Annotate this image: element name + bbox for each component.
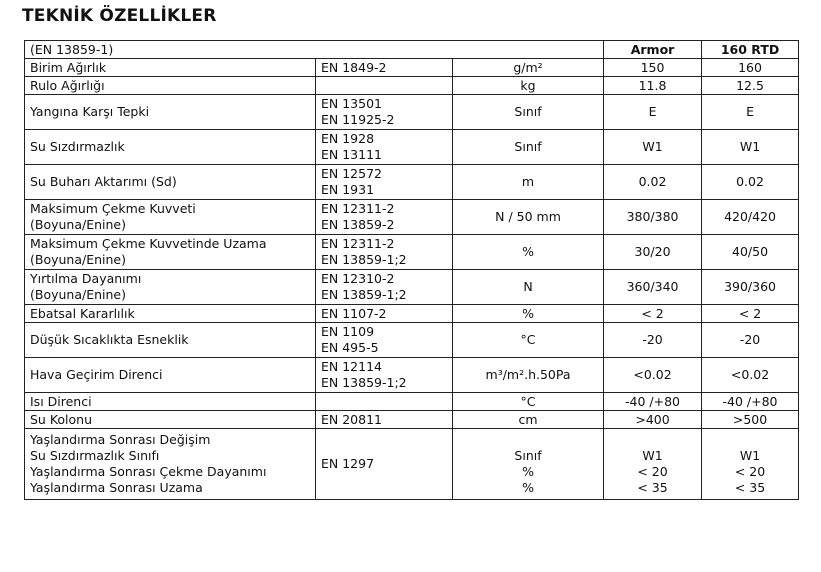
property-line: Hava Geçirim Direnci xyxy=(30,367,163,382)
rtd-value-cell xyxy=(702,200,799,235)
unit-line: Sınıf xyxy=(514,104,542,119)
armor-value-line: < 35 xyxy=(637,480,668,495)
table-row xyxy=(25,95,799,130)
table-row xyxy=(25,59,799,77)
unit-line: Sınıf xyxy=(514,448,542,463)
standard-cell xyxy=(316,165,453,200)
rtd-value-line: < 2 xyxy=(738,305,762,321)
property-line: Maksimum Çekme Kuvvetinde Uzama xyxy=(30,236,267,251)
rtd-value-line: 12.5 xyxy=(736,77,764,93)
rtd-value-line: 0.02 xyxy=(736,174,764,189)
unit-cell xyxy=(453,59,604,77)
unit-line: m³/m².h.50Pa xyxy=(485,367,571,382)
standard-line: EN 13859-1;2 xyxy=(321,375,407,390)
property-line: Yırtılma Dayanımı xyxy=(30,271,142,286)
unit-cell xyxy=(453,200,604,235)
header-160rtd: 160 RTD xyxy=(702,41,799,59)
property-line: Isı Direnci xyxy=(30,393,92,409)
armor-value-line: 0.02 xyxy=(638,174,667,189)
unit-cell xyxy=(453,95,604,130)
unit-cell xyxy=(453,130,604,165)
rtd-value-line: < 20 xyxy=(734,464,766,479)
rtd-value-line: 160 xyxy=(738,59,762,75)
table-row xyxy=(25,411,799,429)
standard-line: EN 13859-2 xyxy=(321,217,395,232)
standard-line: EN 1109 xyxy=(321,324,375,339)
standard-line: EN 12311-2 xyxy=(321,201,395,216)
armor-value-cell xyxy=(604,130,702,165)
armor-value-cell xyxy=(604,59,702,77)
standard-line: EN 12310-2 xyxy=(321,271,395,286)
unit-cell xyxy=(453,393,604,411)
rtd-value-cell xyxy=(702,393,799,411)
property-line: (Boyuna/Enine) xyxy=(30,252,126,267)
rtd-value-line: <0.02 xyxy=(730,367,770,382)
rtd-value-line: 390/360 xyxy=(724,279,776,294)
property-line: Su Sızdırmazlık xyxy=(30,139,125,154)
armor-value-line: W1 xyxy=(642,139,663,154)
property-line: Su Kolonu xyxy=(30,411,93,427)
rtd-value-line: W1 xyxy=(739,448,761,463)
standard-cell xyxy=(316,235,453,270)
rtd-value-cell xyxy=(702,130,799,165)
standard-line xyxy=(321,394,447,410)
rtd-value-line: -40 /+80 xyxy=(722,393,778,409)
standard-line: EN 13859-1;2 xyxy=(321,287,407,302)
unit-line: kg xyxy=(520,77,536,93)
armor-value-cell xyxy=(604,270,702,305)
unit-line: % xyxy=(522,480,534,495)
spec-table-body xyxy=(25,41,799,500)
armor-value-line: 360/340 xyxy=(626,279,679,294)
table-row xyxy=(25,77,799,95)
armor-value-cell xyxy=(604,77,702,95)
unit-line: °C xyxy=(520,393,536,409)
armor-value-cell xyxy=(604,358,702,393)
standard-cell xyxy=(316,77,453,95)
armor-value-line: E xyxy=(648,104,657,119)
property-line: Maksimum Çekme Kuvveti xyxy=(30,201,196,216)
unit-line: % xyxy=(522,244,534,259)
armor-value-line: 30/20 xyxy=(634,244,671,259)
unit-line: °C xyxy=(520,332,536,347)
standard-cell xyxy=(316,323,453,358)
standard-line: EN 12114 xyxy=(321,359,382,374)
property-cell xyxy=(25,95,316,130)
property-cell xyxy=(25,270,316,305)
unit-cell xyxy=(453,235,604,270)
standard-line: EN 12572 xyxy=(321,166,382,181)
armor-value-cell xyxy=(604,95,702,130)
armor-value-cell xyxy=(604,200,702,235)
property-line: Yaşlandırma Sonrası Uzama xyxy=(30,480,203,495)
spec-table xyxy=(24,40,799,500)
rtd-value-line: 420/420 xyxy=(724,209,776,224)
table-row xyxy=(25,305,799,323)
property-line: Rulo Ağırlığı xyxy=(30,77,105,93)
table-row xyxy=(25,165,799,200)
unit-line: m xyxy=(521,174,535,189)
property-line: (Boyuna/Enine) xyxy=(30,217,126,232)
unit-cell xyxy=(453,429,604,500)
standard-line: EN 11925-2 xyxy=(321,112,395,127)
armor-value-line xyxy=(609,432,696,448)
standard-line: EN 1297 xyxy=(321,456,375,471)
armor-value-line: 380/380 xyxy=(626,209,679,224)
standard-line xyxy=(321,78,447,94)
standard-cell xyxy=(316,59,453,77)
standard-cell xyxy=(316,411,453,429)
property-line: Ebatsal Kararlılık xyxy=(30,305,135,321)
armor-value-line: 11.8 xyxy=(638,77,667,93)
rtd-value-line: E xyxy=(746,104,754,119)
standard-line: EN 13111 xyxy=(321,147,382,162)
rtd-value-cell xyxy=(702,305,799,323)
standard-cell xyxy=(316,393,453,411)
armor-value-cell xyxy=(604,235,702,270)
property-line: Birim Ağırlık xyxy=(30,59,107,75)
standard-line: EN 495-5 xyxy=(321,340,379,355)
standard-cell xyxy=(316,270,453,305)
property-cell xyxy=(25,130,316,165)
unit-cell xyxy=(453,305,604,323)
table-row xyxy=(25,270,799,305)
header-standard: (EN 13859-1) xyxy=(25,41,604,59)
table-row xyxy=(25,393,799,411)
standard-line: EN 13501 xyxy=(321,96,382,111)
armor-value-cell xyxy=(604,165,702,200)
rtd-value-line: -20 xyxy=(739,332,761,347)
rtd-value-cell xyxy=(702,323,799,358)
property-cell xyxy=(25,305,316,323)
table-row xyxy=(25,358,799,393)
rtd-value-cell xyxy=(702,411,799,429)
rtd-value-cell xyxy=(702,165,799,200)
armor-value-cell xyxy=(604,305,702,323)
property-line: Yangına Karşı Tepki xyxy=(30,104,150,119)
rtd-value-cell xyxy=(702,429,799,500)
standard-line: EN 1931 xyxy=(321,182,375,197)
unit-line: N / 50 mm xyxy=(495,209,561,224)
rtd-value-line: < 35 xyxy=(734,480,766,495)
armor-value-line: 150 xyxy=(640,59,665,75)
standard-line: EN 13859-1;2 xyxy=(321,252,407,267)
armor-value-line: -40 /+80 xyxy=(625,393,681,409)
rtd-value-line: >500 xyxy=(732,411,768,427)
unit-line: % xyxy=(522,305,534,321)
property-line: Yaşlandırma Sonrası Çekme Dayanımı xyxy=(30,464,267,479)
property-line: Yaşlandırma Sonrası Değişim xyxy=(30,432,211,447)
standard-line: EN 1107-2 xyxy=(321,305,387,321)
standard-line: EN 12311-2 xyxy=(321,236,395,251)
unit-cell xyxy=(453,270,604,305)
armor-value-line: >400 xyxy=(635,411,670,427)
armor-value-line: -20 xyxy=(642,332,663,347)
armor-value-line: <0.02 xyxy=(633,367,672,382)
unit-cell xyxy=(453,165,604,200)
unit-cell xyxy=(453,358,604,393)
rtd-value-cell xyxy=(702,358,799,393)
property-cell xyxy=(25,165,316,200)
property-cell xyxy=(25,429,316,500)
standard-cell xyxy=(316,429,453,500)
property-cell xyxy=(25,200,316,235)
property-cell xyxy=(25,59,316,77)
armor-value-cell xyxy=(604,429,702,500)
property-cell xyxy=(25,411,316,429)
standard-line: EN 1928 xyxy=(321,131,375,146)
table-header-row xyxy=(25,41,799,59)
unit-line xyxy=(458,432,598,448)
rtd-value-cell xyxy=(702,235,799,270)
standard-line: EN 1849-2 xyxy=(321,59,387,75)
table-row xyxy=(25,323,799,358)
page-title: TEKNİK ÖZELLİKLER xyxy=(22,6,217,26)
table-row xyxy=(25,130,799,165)
standard-line: EN 20811 xyxy=(321,411,382,427)
unit-line: Sınıf xyxy=(514,139,542,154)
table-row xyxy=(25,429,799,500)
property-cell xyxy=(25,393,316,411)
unit-line: % xyxy=(522,464,534,479)
standard-cell xyxy=(316,305,453,323)
table-row xyxy=(25,200,799,235)
property-cell xyxy=(25,77,316,95)
standard-cell xyxy=(316,358,453,393)
rtd-value-cell xyxy=(702,270,799,305)
rtd-value-cell xyxy=(702,59,799,77)
property-line: Su Sızdırmazlık Sınıfı xyxy=(30,448,160,463)
standard-cell xyxy=(316,130,453,165)
property-cell xyxy=(25,235,316,270)
unit-cell xyxy=(453,411,604,429)
unit-cell xyxy=(453,77,604,95)
armor-value-line: < 20 xyxy=(637,464,668,479)
property-line: (Boyuna/Enine) xyxy=(30,287,126,302)
standard-cell xyxy=(316,95,453,130)
header-armor: Armor xyxy=(604,41,702,59)
armor-value-cell xyxy=(604,393,702,411)
rtd-value-cell xyxy=(702,77,799,95)
property-line: Düşük Sıcaklıkta Esneklik xyxy=(30,332,189,347)
property-cell xyxy=(25,323,316,358)
rtd-value-line: 40/50 xyxy=(732,244,769,259)
property-line: Su Buharı Aktarımı (Sd) xyxy=(30,174,177,189)
unit-line: g/m² xyxy=(513,59,543,75)
armor-value-cell xyxy=(604,411,702,429)
standard-cell xyxy=(316,200,453,235)
armor-value-cell xyxy=(604,323,702,358)
unit-line: cm xyxy=(518,411,538,427)
property-cell xyxy=(25,358,316,393)
armor-value-line: < 2 xyxy=(641,305,664,321)
table-row xyxy=(25,235,799,270)
unit-line: N xyxy=(523,279,533,294)
rtd-value-line: W1 xyxy=(739,139,761,154)
armor-value-line: W1 xyxy=(642,448,663,463)
unit-cell xyxy=(453,323,604,358)
rtd-value-line xyxy=(707,432,793,448)
rtd-value-cell xyxy=(702,95,799,130)
